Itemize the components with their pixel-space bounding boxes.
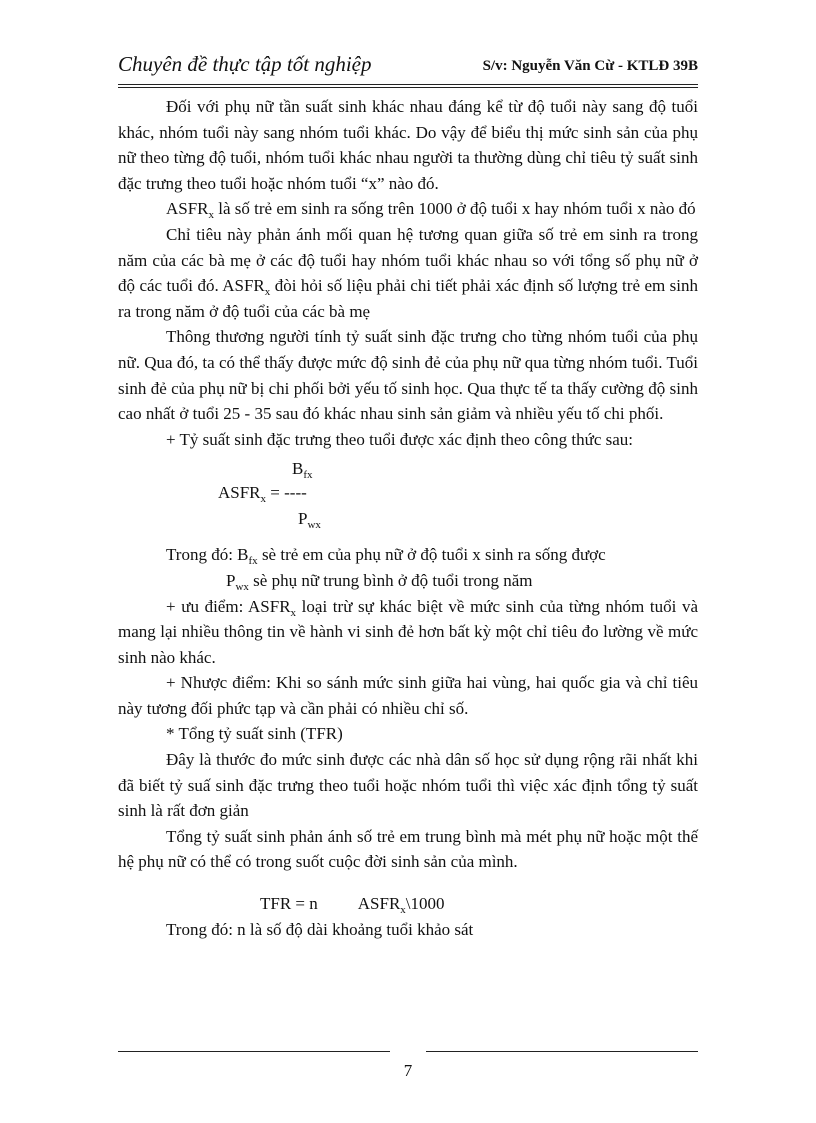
paragraph-where-n: Trong đó: n là số độ dài khoảng tuổi khảo sát	[166, 919, 474, 939]
footer-divider-right	[426, 1051, 698, 1052]
asfr-subscript: x	[208, 209, 215, 222]
relationship-text-a: Chỉ tiêu này phản ánh mối quan hệ tương quan giữa số trẻ em sinh ra trong năm của các bà mẹ ở các độ tuổi hay nhóm tuổi khác nhau so với tổng số phụ nữ ở độ các tuổi đó. ASFR	[118, 224, 698, 296]
heading-tfr: * Tổng tỷ suất sinh (TFR)	[166, 724, 343, 744]
page-body	[118, 94, 698, 942]
tfr-formula: TFR = n $ASFR_x\backslash 1000$	[260, 894, 445, 917]
paragraph-formula-intro: + Tỷ suất sinh đặc trưng theo tuổi được xác định theo công thức sau:	[166, 429, 634, 449]
header-divider-secondary	[118, 87, 698, 88]
paragraph-advantages: + ưu điểm: $ASFR_x$ loại trừ sự khác biệt về mức sinh của từng nhóm tuổi và mang lại nhiều thông tin về hành vi sinh đẻ hơn bất kỳ một chỉ tiêu đo lường về mức sinh nào khác.	[118, 596, 698, 667]
footer-divider-left	[118, 1051, 390, 1052]
paragraph-asfr-relationship	[118, 222, 698, 324]
document-header-author: S/v: Nguyễn Văn Cừ - KTLĐ 39B	[482, 58, 698, 74]
document-header-title: Chuyên đề thực tập tốt nghiệp	[118, 52, 372, 76]
formula-denominator: $P_{wx}$	[298, 509, 321, 532]
asfr-term: ASFR	[166, 199, 209, 219]
paragraph-where-pwx: $P_{wx}$ sè phụ nữ trung bình ở độ tuổi trong năm	[226, 570, 533, 593]
paragraph-tfr-definition: Đây là thước đo mức sinh được các nhà dân số học sử dụng rộng rãi nhất khi đã biết tỷ suấ sinh đặc trưng theo tuổi hoặc nhóm tuổi thì việc xác định tổng tỷ suất sinh là rất đơn giản	[118, 750, 698, 821]
header-divider	[118, 84, 698, 85]
formula-numerator: $B_{fx}$	[292, 459, 313, 482]
relationship-text-b: đòi hỏi số liệu phải chi tiết phải xác định số lượng trẻ em sinh ra trong năm ở độ tuổi của các bà mẹ	[118, 276, 698, 321]
asfr-definition-text: là số trẻ em sinh ra sống trên 1000 ở độ tuổi x hay nhóm tuổi x nào đó	[214, 199, 696, 219]
page-number: 7	[403, 1061, 413, 1080]
relationship-subscript: x	[264, 286, 271, 299]
formula-left-side: $ASFR_x$ = ----	[218, 483, 307, 506]
asfr-formula	[118, 452, 698, 532]
paragraph-disadvantages: + Nhược điểm: Khi so sánh mức sinh giữa hai vùng, hai quốc gia và chỉ tiêu này tương đối phức tạp và cần phải có nhiều chỉ số.	[118, 673, 698, 718]
paragraph-tfr-meaning: Tổng tỷ suất sinh phản ánh số trẻ em trung bình mà mét phụ nữ hoặc một thế hệ phụ nữ có thể có trong suốt cuộc đời sinh sản của mình.	[118, 826, 698, 872]
paragraph-age-group-calculation: Thông thương người tính tỷ suất sinh đặc trưng cho từng nhóm tuổi của phụ nữ. Qua đó, ta có thể thấy được mức độ sinh đẻ của phụ nữ qua từng nhóm tuổi. Tuổi sinh đẻ của phụ nữ bị chi phối bởi yếu tố sinh học. Qua thực tế ta thấy cường độ sinh cao nhất ở tuổi 25 - 35 sau đó khác nhau sinh sản giảm và nhiều yếu tố chi phối.	[118, 327, 698, 424]
paragraph-where-bfx: Trong đó: $B_{fx}$ sè trẻ em của phụ nữ ở độ tuổi x sinh ra sống được	[166, 545, 606, 568]
paragraph-fertility-intro: Đối với phụ nữ tần suất sinh khác nhau đáng kể từ độ tuổi này sang độ tuổi khác, nhóm tuổi này sang nhóm tuổi khác. Do vậy để biểu thị mức sinh sản của phụ nữ theo từng độ tuổi, nhóm tuổi khác nhau người ta thường dùng chỉ tiêu tỷ suất sinh đặc trưng theo tuổi hoặc nhóm tuổi “x” nào đó.	[118, 97, 698, 193]
paragraph-asfr-definition	[118, 196, 698, 222]
